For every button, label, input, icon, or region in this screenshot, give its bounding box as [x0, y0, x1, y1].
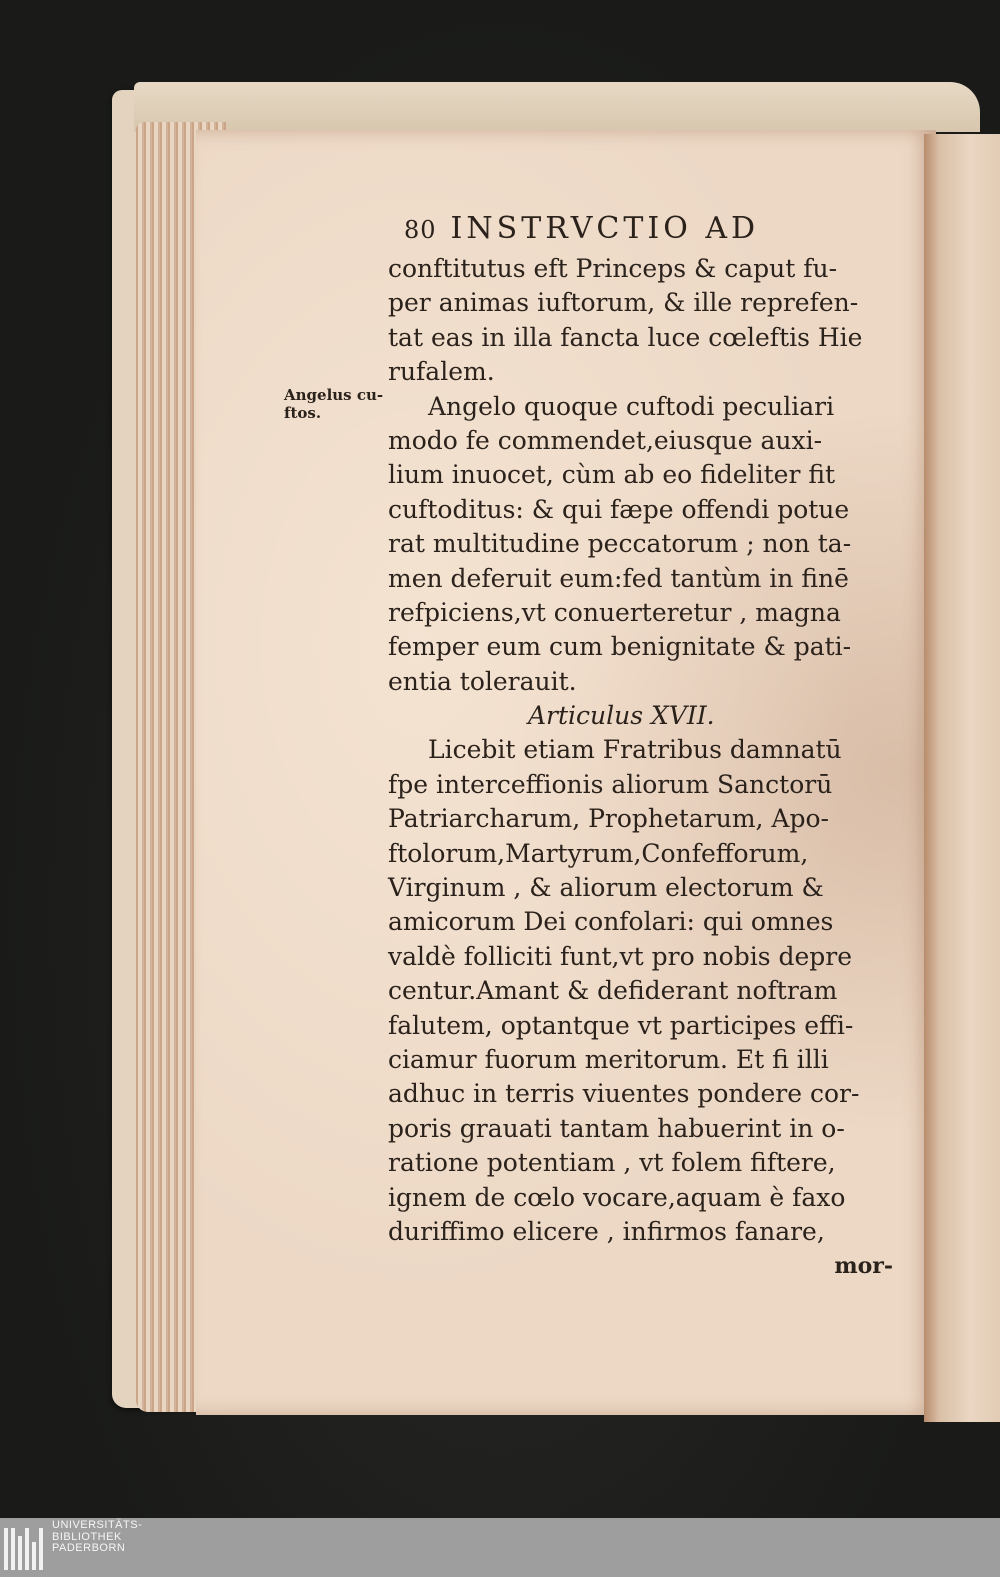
page-number: 80: [404, 216, 437, 244]
text-line: lium inuocet, cùm ab eo fideliter fit: [388, 460, 836, 490]
text-line: adhuc in terris viuentes pondere cor-: [388, 1079, 860, 1109]
text-line: amicorum Dei confolari: qui omnes: [388, 907, 834, 937]
text-line: ftolorum,Martyrum,Confefforum,: [388, 838, 809, 868]
text-line: men deferuit eum:fed tantùm in finē: [388, 563, 849, 593]
page-text: [278, 0, 918, 1320]
logo-line: PADERBORN: [52, 1542, 126, 1554]
text-line: per animas iuftorum, & ille reprefen-: [388, 288, 859, 318]
text-line: centur.Amant & defiderant noftram: [388, 976, 838, 1006]
text-line: rufalem.: [388, 357, 495, 387]
text-line: modo fe commendet,eiusque auxi-: [388, 425, 823, 455]
text-line: ignem de cœlo vocare,aquam è faxo: [388, 1182, 846, 1212]
library-footer-bar: [0, 1518, 1000, 1577]
text-line: valdè folliciti funt,vt pro nobis depre: [388, 941, 853, 971]
text-line: femper eum cum benignitate & pati-: [388, 632, 852, 662]
facing-page-edge: [924, 134, 1000, 1422]
running-header: [404, 211, 759, 246]
body-text: [388, 252, 893, 1284]
text-line: ratione potentiam , vt folem fiftere,: [388, 1148, 836, 1178]
text-line: Angelo quoque cuftodi peculiari: [428, 391, 835, 421]
text-line: conftitutus eft Princeps & caput fu-: [388, 254, 838, 283]
text-line: entia tolerauit.: [388, 666, 577, 696]
margin-note: [284, 386, 383, 422]
catchword: mor-: [834, 1253, 893, 1280]
text-line: Virginum , & aliorum electorum &: [388, 873, 824, 903]
margin-note-line: ftos.: [284, 404, 322, 422]
text-line: poris grauati tantam habuerint in o-: [388, 1113, 845, 1143]
logo-line: BIBLIOTHEK: [52, 1530, 122, 1543]
library-logo-text: [52, 1520, 142, 1555]
text-line: Licebit etiam Fratribus damnatū: [428, 735, 842, 765]
text-line: Patriarcharum, Prophetarum, Apo-: [388, 804, 829, 834]
article-heading: Articulus XVII.: [528, 701, 715, 731]
text-line: fpe interceffionis aliorum Sanctorū: [388, 769, 833, 799]
running-head-title: INSTRVCTIO AD: [450, 211, 760, 246]
text-line: duriffimo elicere , infirmos fanare,: [388, 1216, 825, 1246]
margin-note-line: Angelus cu-: [284, 386, 384, 404]
logo-line: UNIVERSITÄTS-: [52, 1519, 143, 1531]
text-line: falutem, optantque vt participes effi-: [388, 1010, 854, 1040]
text-line: refpiciens,vt conuerteretur , magna: [388, 597, 841, 627]
text-line: rat multitudine peccatorum ; non ta-: [388, 529, 852, 559]
text-line: ciamur fuorum meritorum. Et fi illi: [388, 1044, 829, 1074]
text-line: tat eas in illa fancta luce cœleftis Hie: [388, 322, 863, 352]
text-line: cuftoditus: & qui fæpe offendi potue: [388, 494, 850, 524]
library-logo-icon: [0, 1522, 48, 1572]
